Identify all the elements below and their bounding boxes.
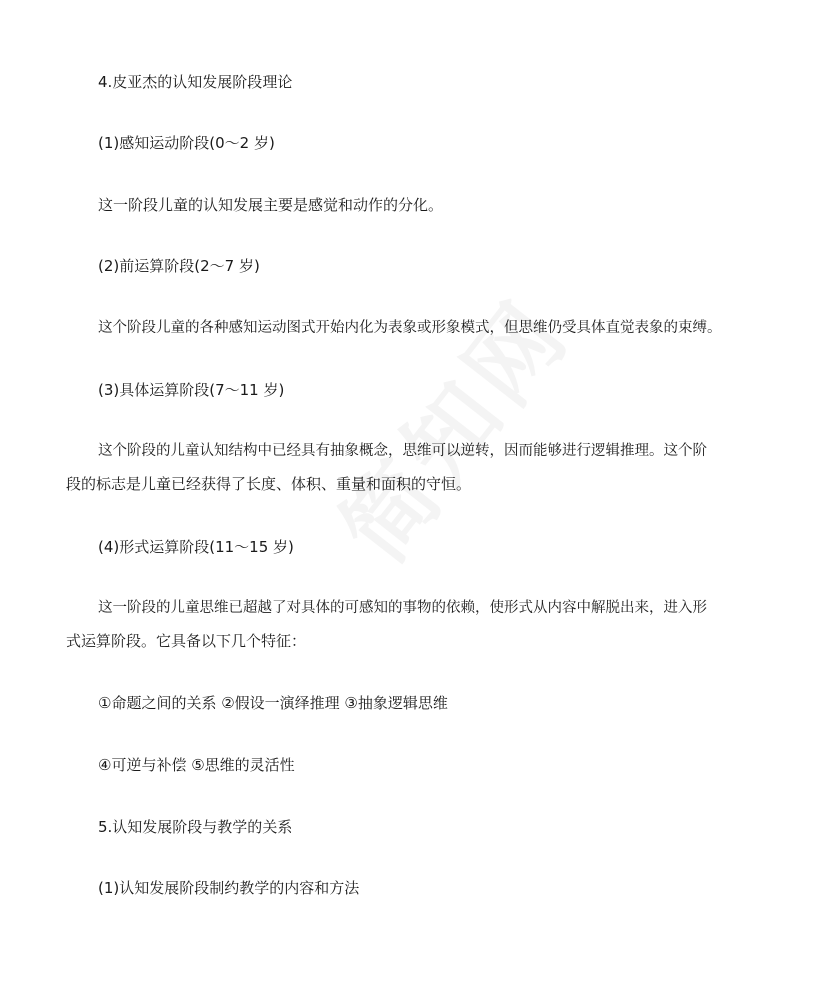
text-line: (3)具体运算阶段(7～11 岁) — [98, 381, 285, 399]
text-line: 段的标志是儿童已经获得了长度、体积、重量和面积的守恒。 — [66, 475, 472, 493]
text-line: 这个阶段的儿童认知结构中已经具有抽象概念，思维可以逆转，因而能够进行逻辑推理。这个阶 — [98, 443, 707, 459]
text-line: (1)认知发展阶段制约教学的内容和方法 — [98, 879, 360, 897]
text-line: (2)前运算阶段(2～7 岁) — [98, 257, 260, 275]
text-line: (4)形式运算阶段(11～15 岁) — [98, 538, 294, 556]
text-line: 这一阶段的儿童思维已超越了对具体的可感知的事物的依赖，使形式从内容中解脱出来，进入形 — [98, 600, 707, 616]
text-line: 式运算阶段。它具备以下几个特征： — [66, 632, 307, 650]
text-line: 这个阶段儿童的各种感知运动图式开始内化为表象或形象模式，但思维仍受具体直觉表象的束缚。 — [98, 320, 722, 336]
text-line: ④可逆与补偿 ⑤思维的灵活性 — [98, 756, 295, 774]
text-line: (1)感知运动阶段(0～2 岁) — [98, 134, 275, 152]
text-line: 4.皮亚杰的认知发展阶段理论 — [98, 73, 293, 91]
text-line: 这一阶段儿童的认知发展主要是感觉和动作的分化。 — [98, 196, 444, 214]
text-line: 5.认知发展阶段与教学的关系 — [98, 818, 293, 836]
watermark — [306, 267, 595, 585]
text-line: ①命题之间的关系 ②假设一演绎推理 ③抽象逻辑思维 — [98, 694, 448, 712]
